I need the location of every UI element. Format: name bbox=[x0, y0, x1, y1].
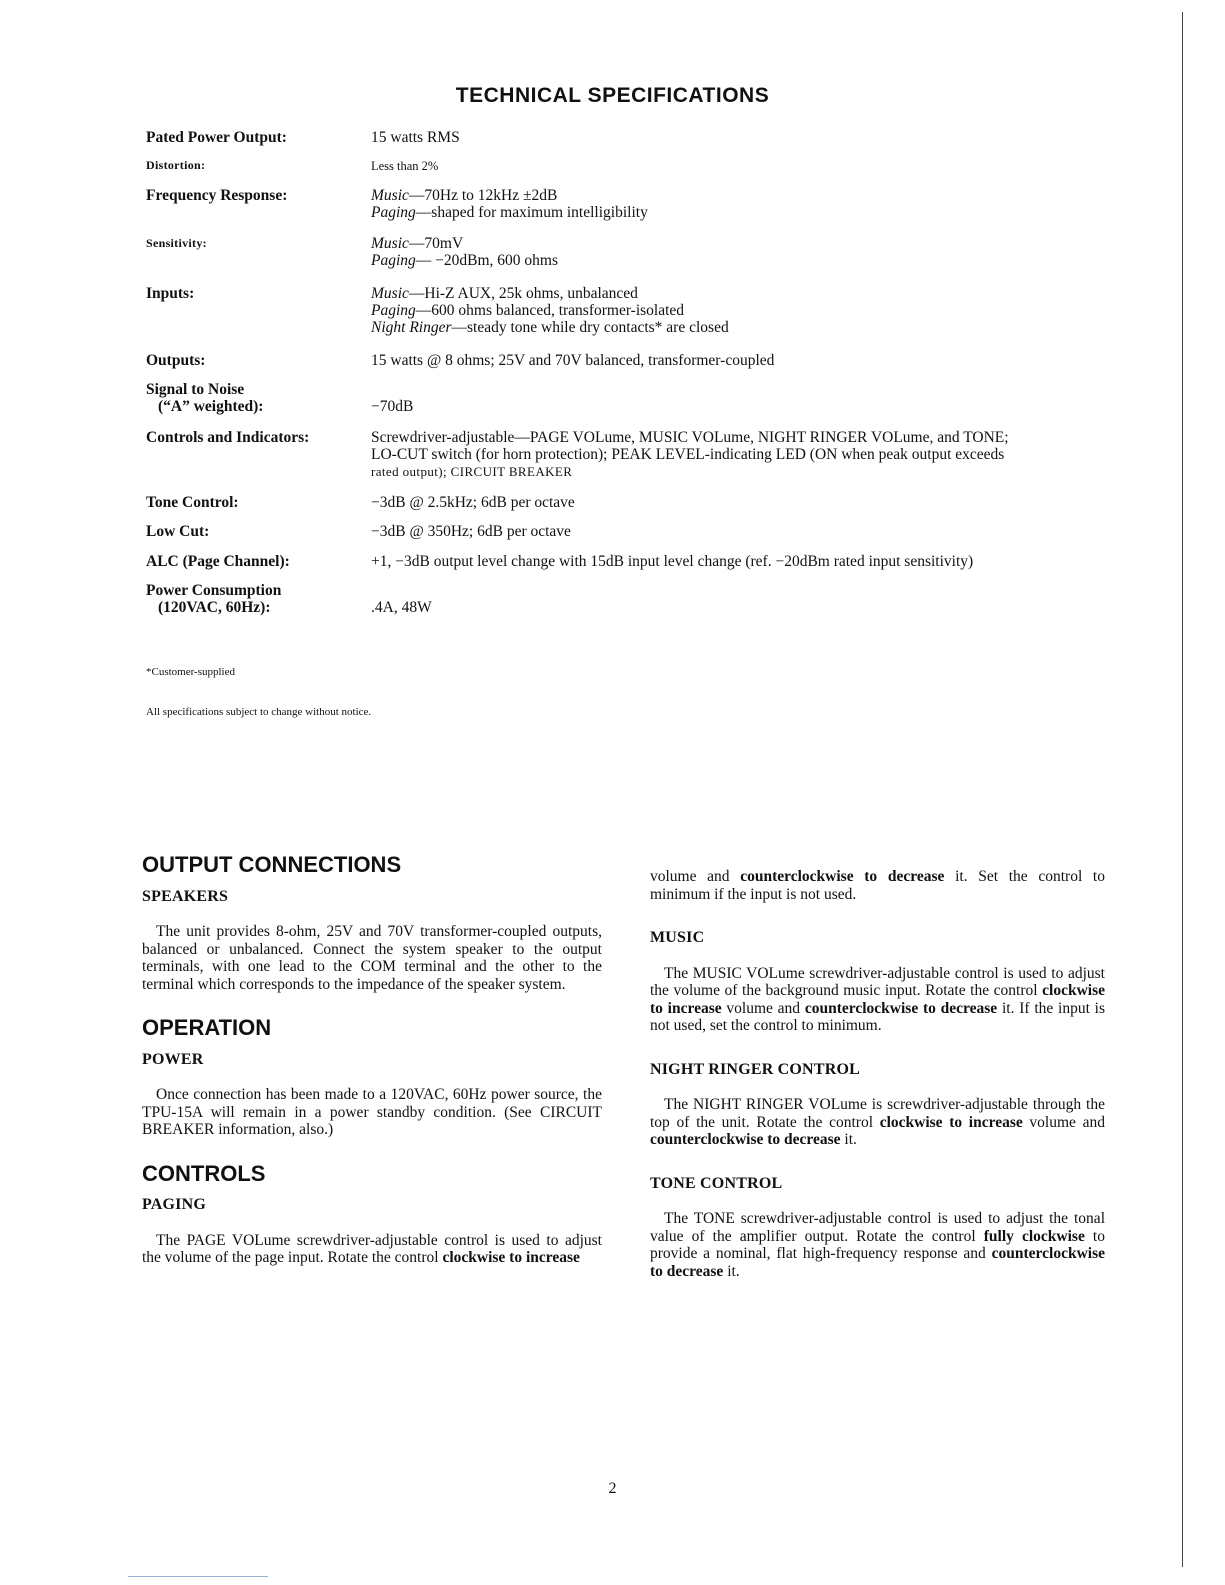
page-edge-rule bbox=[1182, 12, 1183, 1567]
spec-label-line: Signal to Noise bbox=[146, 381, 245, 398]
spec-label: Tone Control: bbox=[146, 494, 239, 511]
tone-emphasis: counterclockwise to decrease bbox=[650, 1245, 1105, 1280]
music-emphasis: clockwise to increase bbox=[650, 982, 1105, 1017]
paging-paragraph-continued bbox=[650, 868, 1105, 903]
music-label: Music bbox=[371, 187, 409, 204]
paging-value: —shaped for maximum intelligibility bbox=[415, 204, 648, 221]
spec-label: Pated Power Output: bbox=[146, 129, 287, 146]
spec-value-line: Screwdriver-adjustable—PAGE VOLume, MUSIC VOLume, NIGHT RINGER VOLume, and TONE; bbox=[371, 429, 1009, 446]
controls-heading: CONTROLS bbox=[142, 1160, 266, 1186]
spec-value: −3dB @ 350Hz; 6dB per octave bbox=[371, 523, 571, 540]
spec-label: Outputs: bbox=[146, 352, 206, 369]
spec-label: Controls and Indicators: bbox=[146, 429, 310, 446]
spec-value: 15 watts RMS bbox=[371, 129, 460, 146]
spec-value-text: Less than 2% bbox=[371, 159, 439, 173]
tone-text: The TONE screwdriver-adjustable control is used to adjust the tonal value of the amplifier output. Rotate the control bbox=[650, 1210, 1105, 1245]
night-ringer-value: —steady tone while dry contacts* are closed bbox=[451, 319, 729, 336]
paging-text: volume and bbox=[650, 868, 741, 885]
paging-heading: PAGING bbox=[142, 1196, 207, 1213]
night-ringer-heading: NIGHT RINGER CONTROL bbox=[650, 1060, 860, 1078]
music-value: —70mV bbox=[408, 235, 464, 252]
spec-title: TECHNICAL SPECIFICATIONS bbox=[455, 84, 770, 107]
spec-label: Frequency Response: bbox=[146, 187, 288, 204]
spec-value: .4A, 48W bbox=[371, 599, 432, 616]
music-text: The MUSIC VOLume screwdriver-adjustable control is used to adjust the volume of the background music input. Rotate the control bbox=[650, 964, 1105, 999]
night-ringer-text: it. bbox=[840, 1131, 857, 1148]
left-column bbox=[142, 852, 602, 1293]
spec-value bbox=[371, 187, 1131, 221]
spec-value: 15 watts @ 8 ohms; 25V and 70V balanced, transformer-coupled bbox=[371, 352, 775, 369]
music-label: Music bbox=[371, 285, 409, 302]
night-ringer-paragraph bbox=[650, 1096, 1105, 1149]
spec-value bbox=[371, 157, 1131, 175]
bottom-edge-mark bbox=[128, 1576, 268, 1577]
speakers-paragraph: The unit provides 8-ohm, 25V and 70V transformer-coupled outputs, balanced or unbalanced. Connect the system speaker to the output terminals, with one lead to the COM terminal and the other to the terminal which corresponds to the impedance of the speaker system. bbox=[142, 923, 602, 993]
spec-label: Inputs: bbox=[146, 285, 195, 302]
music-text: it. If the input is not used, set the control to minimum. bbox=[650, 999, 1106, 1034]
operation-heading: OPERATION bbox=[142, 1015, 272, 1040]
footnote-subject-to-change: All specifications subject to change without notice. bbox=[146, 706, 372, 718]
spec-label: ALC (Page Channel): bbox=[146, 553, 290, 570]
tone-text: to provide a nominal, flat high-frequency response and bbox=[650, 1227, 1105, 1262]
right-column bbox=[650, 868, 1105, 1306]
spec-value: −3dB @ 2.5kHz; 6dB per octave bbox=[371, 494, 575, 511]
night-ringer-emphasis: clockwise to increase bbox=[879, 1113, 1023, 1131]
power-heading: POWER bbox=[142, 1050, 204, 1068]
power-paragraph: Once connection has been made to a 120VAC, 60Hz power source, the TPU-15A will remain in a power standby condition. (See CIRCUIT BREAKER information, also.) bbox=[142, 1086, 602, 1138]
paging-label: Paging bbox=[371, 252, 416, 269]
spec-label-line: (“A” weighted): bbox=[158, 398, 264, 415]
night-ringer-text: volume and bbox=[1022, 1113, 1105, 1131]
spec-label-line: (120VAC, 60Hz): bbox=[158, 599, 271, 616]
paging-text: it. Set the control to minimum if the input is not used. bbox=[650, 868, 1105, 903]
spec-label: Distortion: bbox=[146, 158, 206, 172]
tone-control-paragraph bbox=[650, 1210, 1105, 1280]
paging-text: The PAGE VOLume screwdriver-adjustable control is used to adjust the volume of the page input. Rotate the control bbox=[142, 1231, 602, 1266]
tone-text: it. bbox=[723, 1262, 740, 1280]
output-connections-heading: OUTPUT CONNECTIONS bbox=[142, 852, 402, 877]
music-emphasis: counterclockwise to decrease bbox=[804, 999, 998, 1017]
music-text: volume and bbox=[721, 999, 805, 1017]
music-heading: MUSIC bbox=[650, 929, 705, 946]
music-paragraph bbox=[650, 965, 1105, 1035]
tone-control-heading: TONE CONTROL bbox=[650, 1174, 783, 1192]
footnote-customer-supplied: *Customer-supplied bbox=[146, 666, 235, 678]
spec-value: +1, −3dB output level change with 15dB input level change (ref. −20dBm rated input sensitivity) bbox=[371, 553, 974, 570]
paging-paragraph-start bbox=[142, 1232, 602, 1267]
spec-value-line: rated output); CIRCUIT BREAKER bbox=[371, 464, 573, 479]
spec-label: Low Cut: bbox=[146, 523, 210, 540]
spec-value bbox=[371, 429, 1131, 480]
paging-value: — −20dBm, 600 ohms bbox=[415, 252, 559, 269]
paging-value: —600 ohms balanced, transformer-isolated bbox=[415, 302, 685, 319]
paging-label: Paging bbox=[371, 204, 416, 221]
music-value: —Hi-Z AUX, 25k ohms, unbalanced bbox=[408, 285, 638, 302]
spec-label bbox=[146, 582, 366, 616]
night-ringer-label: Night Ringer bbox=[371, 319, 452, 336]
spec-label bbox=[146, 381, 366, 415]
speakers-heading: SPEAKERS bbox=[142, 887, 229, 905]
page-number: 2 bbox=[608, 1480, 617, 1497]
paging-label: Paging bbox=[371, 302, 416, 319]
spec-value bbox=[371, 285, 1131, 336]
paging-emphasis: counterclockwise to decrease bbox=[740, 868, 945, 885]
music-value: —70Hz to 12kHz ±2dB bbox=[408, 187, 558, 204]
spec-value: −70dB bbox=[371, 398, 414, 415]
night-ringer-text: The NIGHT RINGER VOLume is screwdriver-adjustable through the top of the unit. Rotate the control bbox=[650, 1096, 1105, 1131]
night-ringer-emphasis: counterclockwise to decrease bbox=[650, 1131, 841, 1148]
spec-label: Sensitivity: bbox=[146, 236, 207, 250]
tone-emphasis: fully clockwise bbox=[983, 1227, 1085, 1245]
spec-value bbox=[371, 235, 1131, 269]
spec-value-line: LO-CUT switch (for horn protection); PEAK LEVEL-indicating LED (ON when peak output exceeds bbox=[371, 446, 1005, 463]
paging-emphasis: clockwise to increase bbox=[442, 1249, 580, 1266]
music-label: Music bbox=[371, 235, 409, 252]
spec-label-line: Power Consumption bbox=[146, 582, 282, 599]
